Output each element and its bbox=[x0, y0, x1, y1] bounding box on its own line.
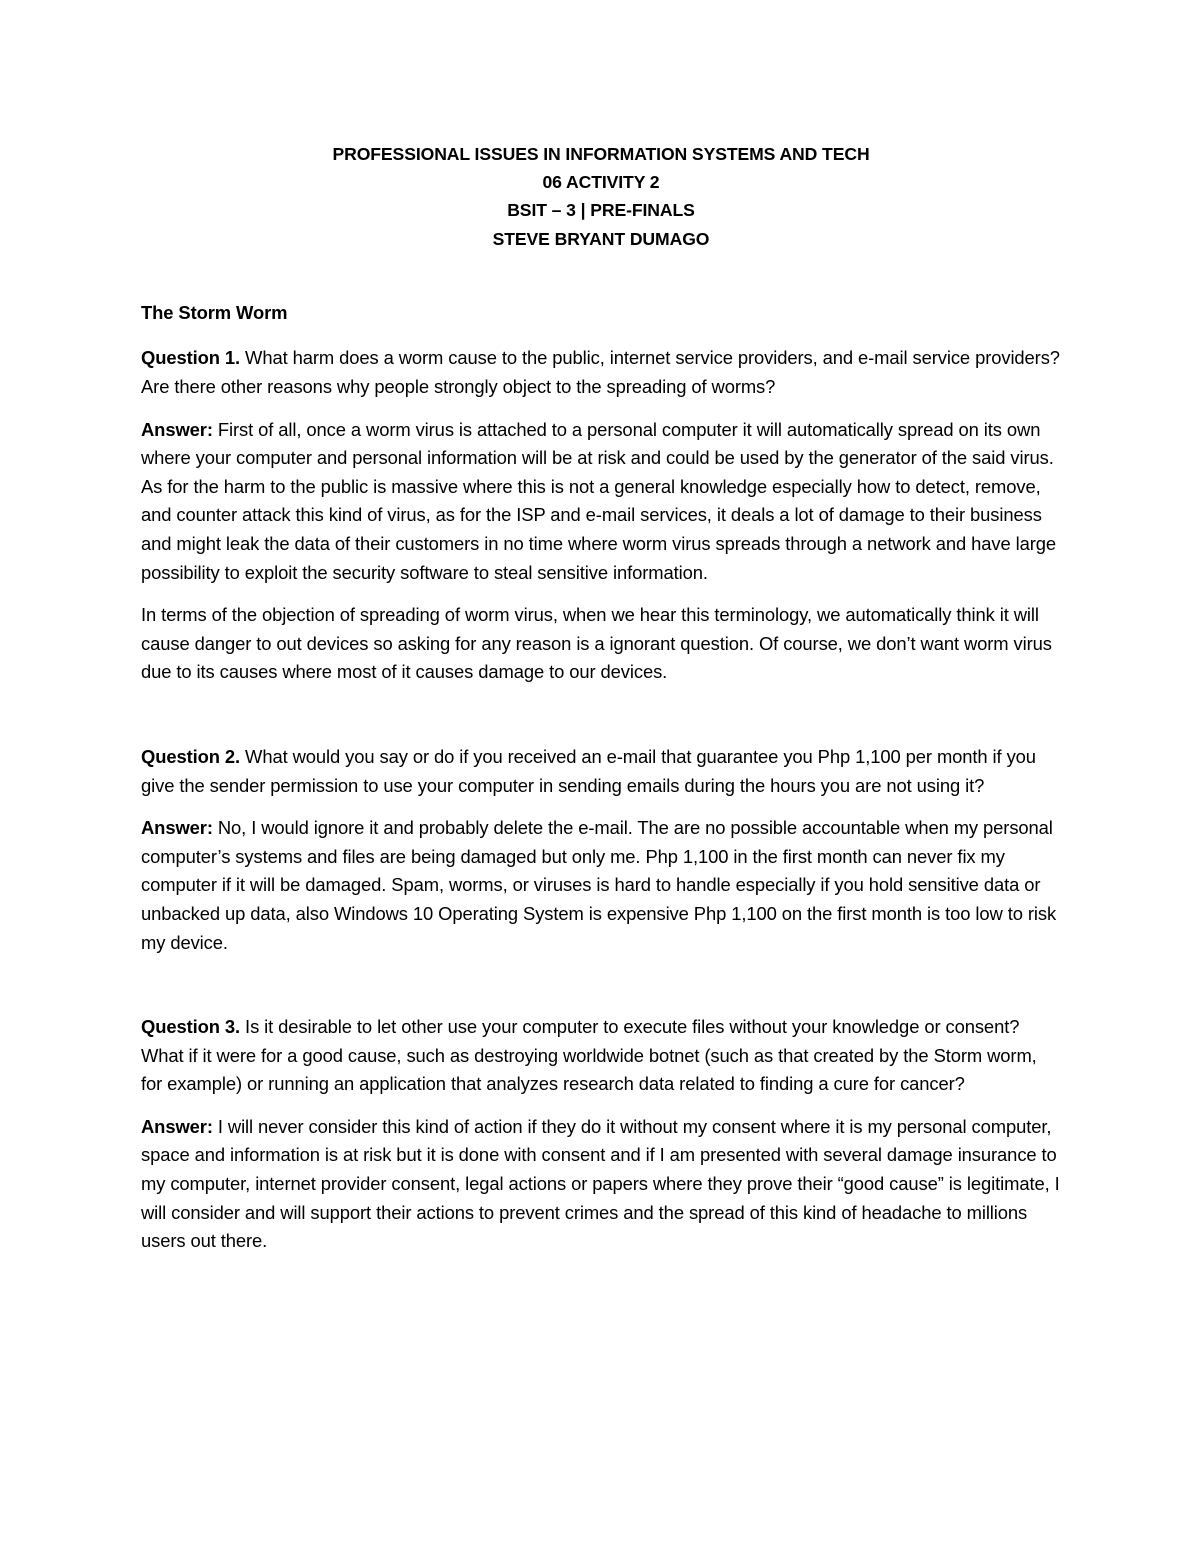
activity-title: 06 ACTIVITY 2 bbox=[542, 172, 660, 193]
answer-1-paragraph-2: In terms of the objection of spreading of worm virus, when we hear this terminology, we automatically think it will cause danger to out devices so asking for any reason is a ignorant question. Of course, we don’t want worm virus due to its causes where most of it causes damage to our devices. bbox=[141, 604, 1052, 683]
answer-2-text: No, I would ignore it and probably delete the e-mail. The are no possible accountable when my personal computer’s systems and files are being damaged but only me. Php 1,100 in the first month can never fix my computer if it will be damaged. Spam, worms, or viruses is hard to handle especially if you hold sensitive data or unbacked up data, also Windows 10 Operating System is expensive Php 1,100 on the first month is too low to risk my device. bbox=[141, 817, 1057, 953]
course-title: PROFESSIONAL ISSUES IN INFORMATION SYSTEMS AND TECH bbox=[332, 144, 870, 164]
answer-3-label: Answer: bbox=[141, 1115, 213, 1137]
question-3 bbox=[141, 1013, 1061, 1099]
document-header bbox=[141, 140, 1061, 253]
question-2-text: What would you say or do if you received an e-mail that guarantee you Php 1,100 per month if you give the sender permission to use your computer in sending emails during the hours you are not using it? bbox=[141, 745, 1036, 796]
section-info: BSIT – 3 | PRE-FINALS bbox=[507, 200, 695, 221]
question-2 bbox=[141, 743, 1061, 800]
answer-1 bbox=[141, 416, 1061, 588]
author-name: STEVE BRYANT DUMAGO bbox=[492, 228, 710, 249]
answer-1-text: First of all, once a worm virus is attached to a personal computer it will automatically spread on its own where your computer and personal information will be at risk and could be used by the generator of the said virus. As for the harm to the public is massive where this is not a general knowledge especially how to detect, remove, and counter attack this kind of virus, as for the ISP and e-mail services, it deals a lot of damage to their business and might leak the data of their customers in no time where worm virus spreads through a network and have large possibility to exploit the security software to steal sensitive information. bbox=[141, 418, 1057, 583]
question-1-label: Question 1. bbox=[141, 347, 241, 369]
question-3-text: Is it desirable to let other use your computer to execute files without your knowledge or consent? What if it were for a good cause, such as destroying worldwide botnet (such as that created by the Storm worm, for example) or running an application that analyzes research data related to finding a cure for cancer? bbox=[141, 1016, 1037, 1095]
question-2-label: Question 2. bbox=[141, 745, 241, 767]
answer-2 bbox=[141, 814, 1061, 957]
answer-3 bbox=[141, 1113, 1061, 1256]
question-1 bbox=[141, 344, 1061, 401]
answer-3-text: I will never consider this kind of action if they do it without my consent where it is my personal computer, space and information is at risk but it is done with consent and if I am presented with several damage insurance to my computer, internet provider consent, legal actions or papers where they prove their “good cause” is legitimate, I will consider and will support their actions to prevent crimes and the spread of this kind of headache to millions users out there. bbox=[141, 1115, 1060, 1252]
answer-2-label: Answer: bbox=[141, 817, 213, 839]
question-3-label: Question 3. bbox=[141, 1016, 241, 1038]
document-body bbox=[141, 140, 1061, 1256]
answer-1-label: Answer: bbox=[141, 418, 213, 440]
question-1-text: What harm does a worm cause to the public, internet service providers, and e-mail service providers? Are there other reasons why people strongly object to the spreading of worms? bbox=[141, 347, 1060, 397]
section-title: The Storm Worm bbox=[141, 301, 288, 323]
